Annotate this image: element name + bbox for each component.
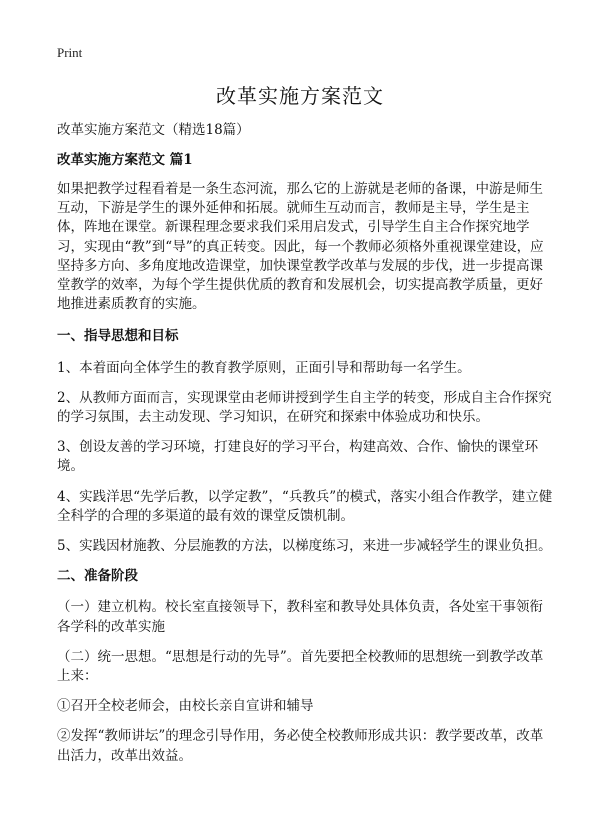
list-item: 1、本着面向全体学生的教育教学原则，正面引导和帮助每一名学生。	[57, 359, 471, 376]
list-item: （一）建立机构。校长室直接领导下，教科室和教导处具体负责，各处室干事领衔各学科的改革实施	[57, 599, 543, 635]
list-item: 4、实践洋思“先学后教，以学定教”，“兵教兵”的模式，落实小组合作教学，建立健全科学的合理的多渠道的最有效的课堂反馈机制。	[57, 488, 553, 524]
intro-paragraph: 如果把教学过程看着是一条生态河流，那么它的上游就是老师的备课，中游是师生互动，下游是学生的课外延伸和拓展。就师生互动而言，教师是主导，学生是主体，阵地在课堂。新课程理念要求我们采用启发式，引导学生自主合作探究地学习，实现由“教”到“导”的真正转变。因此，每一个教师必须格外重视课堂建设，应坚持多方向、多角度地改造课堂，加快课堂教学改革与发展的步伐，进一步提高课堂教学的效率，为每个学生提供优质的教育和发展机会，切实提高教学质量，更好地推进素质教育的实施。	[57, 181, 544, 313]
list-item: （二）统一思想。“思想是行动的先导”。首先要把全校教师的思想统一到教学改革上来：	[57, 648, 544, 685]
list-item: ②发挥“教师讲坛”的理念引导作用，务必使全校教师形成共识：教学要改革，改革出活力，改革出效益。	[57, 728, 544, 764]
section-heading-preparation: 二、准备阶段	[57, 568, 138, 585]
article-heading: 改革实施方案范文 篇1	[57, 152, 193, 168]
list-item: 5、实践因材施教、分层施教的方法，以梯度练习，来进一步减轻学生的课业负担。	[57, 538, 552, 555]
print-link[interactable]: Print	[57, 45, 83, 60]
list-item: 2、从教师方面而言，实现课堂由老师讲授到学生自主学的转变，形成自主合作探究的学习氛围，去主动发现、学习知识，在研究和探索中体验成功和快乐。	[57, 389, 552, 426]
page-title: 改革实施方案范文	[216, 84, 384, 108]
list-item: 3、创设友善的学习环境，打建良好的学习平台，构建高效、合作、愉快的课堂环境。	[57, 439, 539, 475]
section-heading-guiding-ideas: 一、指导思想和目标	[57, 328, 179, 345]
article-body	[57, 180, 553, 777]
document-subtitle: 改革实施方案范文（精选18篇）	[57, 122, 250, 138]
list-item: ①召开全校老师会，由校长亲自宣讲和辅导	[57, 698, 314, 715]
